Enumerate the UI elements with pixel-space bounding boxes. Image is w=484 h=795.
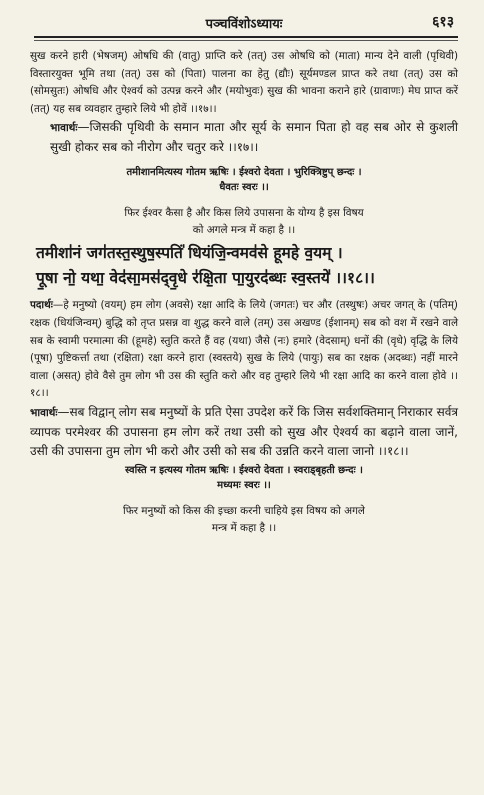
mantra-svara-19: मध्यमः स्वरः ।। xyxy=(217,479,271,491)
chapter-title: पञ्चविंशोऽध्यायः xyxy=(205,17,283,32)
padartha-text: —हे मनुष्यो (वयम्) हम लोग (अवसे) रक्षा आदि के लिये (जगतः) चर और (तस्थुषः) अचर जगत् के (पतिम्) रक्षक (धियंजिन्वम्) बुद्धि को तृप्त प्रसन्न वा शुद्ध करने वाले (तम्) उस अखण्ड (ईशानम्) सब को वश में रखने वाले सब के स्वामी परमात्मा की (हूमहे) स्तुति करते हैं वह (यथा) जैसे (नः) हमारे (वेदसाम्) धनों की (वृधे) वृद्धि के लिये (पूषा) पुष्टिकर्त्ता तथा (रक्षिता) रक्षा करने हारा (स्वस्तये) सुख के लिये (पायुः) सब का रक्षक (अदब्धः) नहीं मारने वाला (असत्) होवे वैसे तुम लोग भी उस की स्तुति करो और वह तुम्हारे लिये भी रक्षा आदि का करने वाला होवे ।।१८।। xyxy=(30,299,458,400)
mantra-line-2: पू॒षा नो॒ यथा॒ वेद॑सा॒मस॑द्वृ॒धे र॑क्षि॒ता पा॒युरद॑ब्धः स्व॒स्तये॑ ।।१८।। xyxy=(36,269,375,288)
bhavartha-label: भावार्थः xyxy=(30,406,58,419)
padartha-paragraph-17: सुख करने हारी (भेषजम्) ओषधि की (वातु) प्राप्ति करे (तत्) उस ओषधि को (माता) मान्य देने वाली (पृथिवी) विस्तारयुक्त भूमि तथा (तत्) उस को (पिता) पालना का हेतु (द्यौः) सूर्यमण्डल प्राप्त करे तथा (तत्) उस को (सोमसुतः) ओषधि और ऐश्वर्य को उत्पन्न करने और (मयोभुवः) सुख की भावना कराने हारे (ग्रावाणः) मेघ प्राप्त करें (तत्) यह सब व्यवहार तुम्हारे लिये भी होवें ।।१७।। xyxy=(30,50,458,115)
mantra-intro-18: फिर ईश्वर कैसा है और किस लिये उपासना के योग्य है इस विषय xyxy=(124,207,364,220)
mantra-svara-18: धैवतः स्वरः ।। xyxy=(219,182,269,194)
bhavartha-text: —सब विद्वान् लोग सब मनुष्यों के प्रति ऐसा उपदेश करें कि जिस सर्वशक्तिमान् निराकार सर्वत्र व्यापक परमेश्वर की उपासना हम लोग करें तथा उसी को सुख और ऐश्वर्य का बढ़ाने वाला जानें, उसी की उपासना तुम लोग भी करो और उसी को सब की उन्नति करने वाला जानो ।।१८।। xyxy=(30,404,458,458)
mantra-intro-18-line2: को अगले मन्त्र में कहा है ।। xyxy=(192,224,296,237)
bhavartha-paragraph-17 xyxy=(30,118,458,157)
header-rule xyxy=(34,36,458,38)
mantra-line-1: तमीशा॑नं जग॑तस्त॒स्थुष॒स्पतिं॑ धियंजि॒न्वमव॑से हूमहे व॒यम् । xyxy=(36,244,343,263)
page-number: ६१३ xyxy=(432,14,454,30)
bhavartha-paragraph-18 xyxy=(30,403,458,461)
padartha-paragraph-18 xyxy=(30,297,458,403)
mantra-meta-19: स्वस्ति न इत्यस्य गोतम ऋषिः । ईश्वरो देवता । स्वराड्बृहती छन्दः । xyxy=(125,464,363,476)
bhavartha-label: भावार्थः xyxy=(50,122,78,135)
bhavartha-text: —जिसकी पृथिवी के समान माता और सूर्य के समान पिता हो वह सब ओर से कुशली सुखी होकर सब को नीरोग और चतुर करे ।।१७।। xyxy=(50,120,458,155)
padartha-label: पदार्थः xyxy=(30,299,53,312)
mantra-intro-19-line2: मन्त्र में कहा है ।। xyxy=(211,521,277,534)
page-header xyxy=(30,0,458,40)
mantra-meta-18: तमीशानमित्यस्य गोतम ऋषिः । ईश्वरो देवता । भुरिक्त्रिष्टुप् छन्दः । xyxy=(126,167,362,179)
mantra-intro-19: फिर मनुष्यों को किस की इच्छा करनी चाहिये इस विषय को अगले xyxy=(123,504,365,517)
